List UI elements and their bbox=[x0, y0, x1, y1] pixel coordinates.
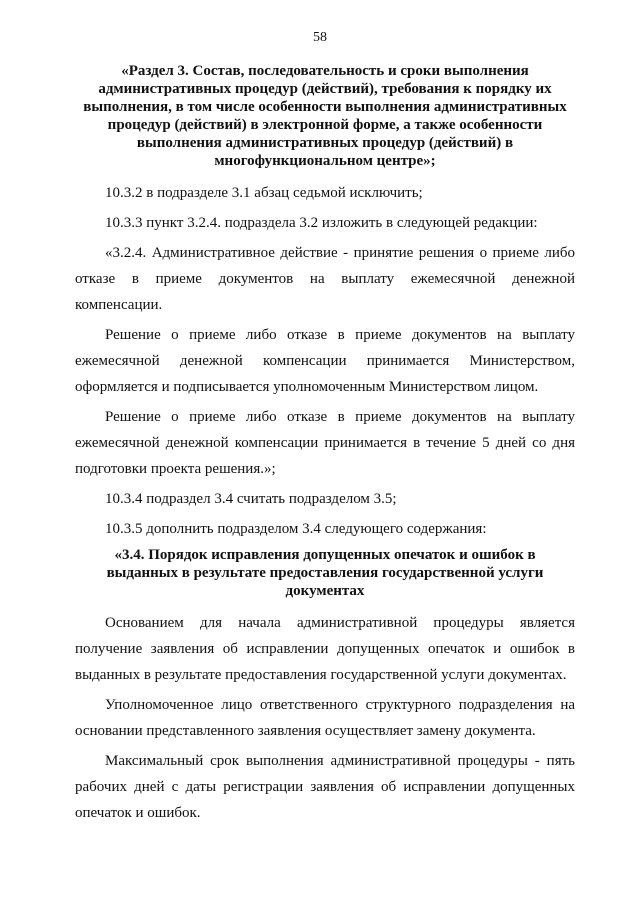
paragraph-line: получение заявления об исправлении допущенных опечаток и ошибок в bbox=[75, 641, 575, 657]
paragraph-line: Решение о приеме либо отказе в приеме документов на выплату bbox=[105, 409, 575, 425]
paragraph-line: опечаток и ошибок. bbox=[75, 805, 201, 821]
paragraph-line: оформляется и подписывается уполномоченным Министерством лицом. bbox=[75, 379, 539, 395]
paragraph-line: подготовки проекта решения.»; bbox=[75, 461, 276, 477]
paragraph-line: рабочих дней с даты регистрации заявления об исправлении допущенных bbox=[75, 779, 575, 795]
paragraph-decision bbox=[75, 322, 575, 400]
paragraph-line: выданных в результате предоставления государственной услуги документах. bbox=[75, 667, 567, 683]
paragraph-term bbox=[75, 404, 575, 482]
section-3-heading: «Раздел 3. Состав, последовательность и сроки выполнения административных процедур (действий), требования к порядку их выполнения, в том числе особенности выполнения административных процедур (действий) в электронной форме, а также особенности выполнения административных процедур (действий) в многофункциональном центре»; bbox=[83, 63, 567, 169]
paragraph-basis bbox=[75, 610, 575, 688]
document-body bbox=[75, 62, 575, 830]
paragraph-line: «3.2.4. Административное действие - принятие решения о приеме либо bbox=[105, 245, 575, 261]
item-10-3-3 bbox=[75, 210, 575, 236]
item-10-3-5-text: 10.3.5 дополнить подразделом 3.4 следующего содержания: bbox=[105, 521, 487, 537]
paragraph-line: основании представленного заявления осуществляет замену документа. bbox=[75, 723, 536, 739]
page-number: 58 bbox=[313, 30, 327, 45]
paragraph-3-2-4 bbox=[75, 240, 575, 318]
paragraph-line: Максимальный срок выполнения административной процедуры - пять bbox=[105, 753, 575, 769]
paragraph-line: Решение о приеме либо отказе в приеме документов на выплату bbox=[105, 327, 575, 343]
paragraph-line: ежемесячной денежной компенсации принимается в течение 5 дней со дня bbox=[75, 435, 575, 451]
paragraph-max-term bbox=[75, 748, 575, 826]
paragraph-authorized bbox=[75, 692, 575, 744]
paragraph-line: отказе в приеме документов на выплату ежемесячной денежной bbox=[75, 271, 575, 287]
paragraph-line: компенсации. bbox=[75, 297, 163, 313]
item-10-3-5 bbox=[75, 516, 575, 542]
item-10-3-3-text: 10.3.3 пункт 3.2.4. подраздела 3.2 изложить в следующей редакции: bbox=[105, 215, 538, 231]
paragraph-line: ежемесячной денежной компенсации принимается Министерством, bbox=[75, 353, 575, 369]
item-10-3-2-text: 10.3.2 в подразделе 3.1 абзац седьмой исключить; bbox=[105, 185, 423, 201]
paragraph-line: Основанием для начала административной процедуры является bbox=[105, 615, 575, 631]
item-10-3-2 bbox=[75, 180, 575, 206]
paragraph-line: Уполномоченное лицо ответственного структурного подразделения на bbox=[105, 697, 575, 713]
item-10-3-4-text: 10.3.4 подраздел 3.4 считать подразделом 3.5; bbox=[105, 491, 397, 507]
item-10-3-4 bbox=[75, 486, 575, 512]
section-3-4-heading: «3.4. Порядок исправления допущенных опечаток и ошибок в выданных в результате предоставления государственной услуги документах bbox=[106, 547, 544, 599]
